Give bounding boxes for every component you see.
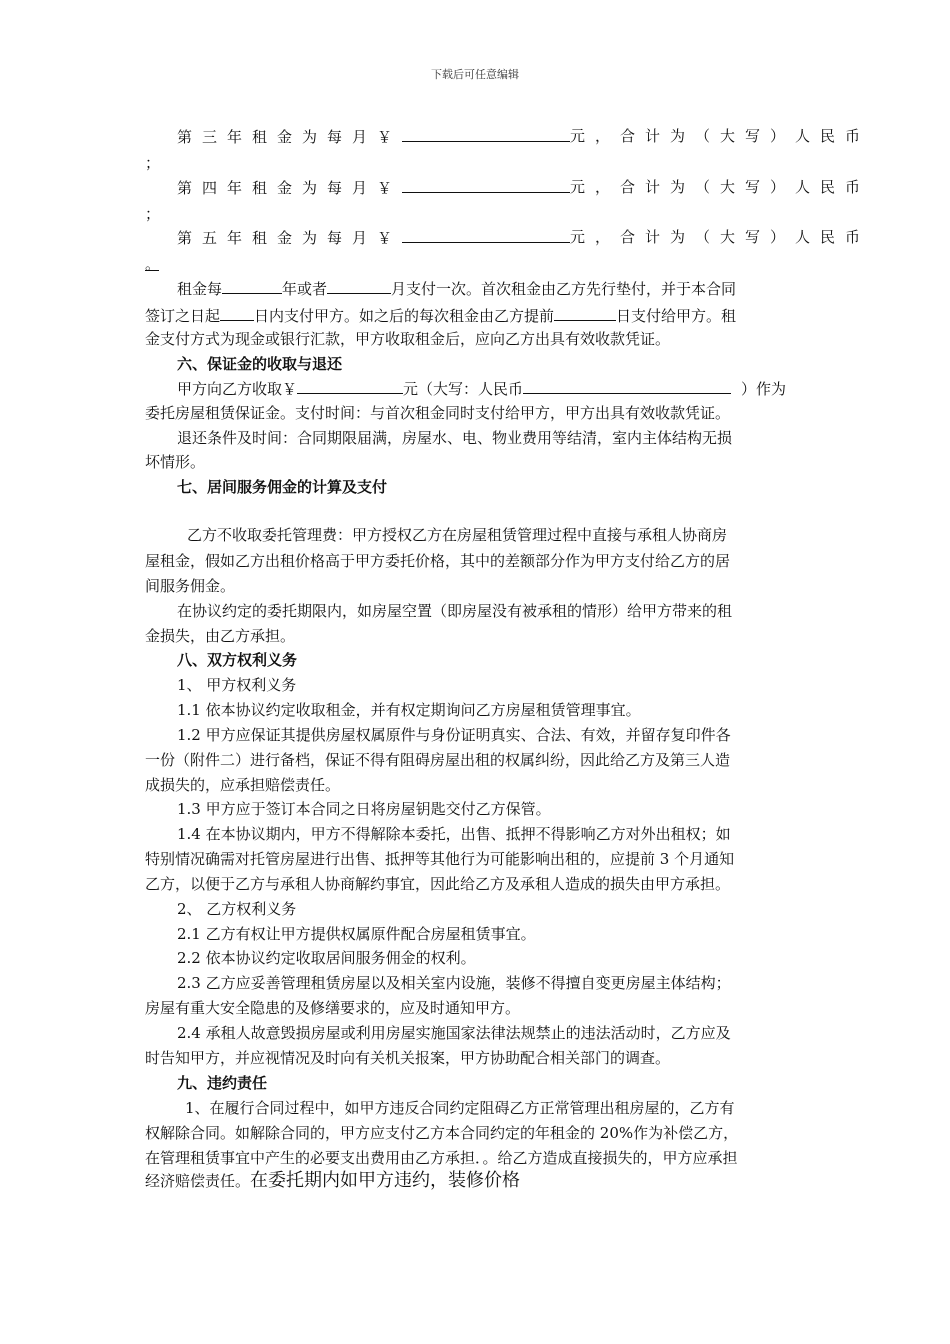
blank[interactable] — [222, 278, 282, 294]
commission-line-5: 金损失，由乙方承担。 — [145, 627, 296, 645]
semicolon: ； — [145, 154, 161, 172]
clause-2-4-line-1: 2.4 承租人故意毁损房屋或利用房屋实施国家法律法规禁止的违法活动时，乙方应及 — [177, 1024, 731, 1042]
section-8-heading: 八、双方权利义务 — [177, 651, 298, 669]
commission-line-2: 屋租金，假如乙方出租价格高于甲方委托价格，其中的差额部分作为甲方支付给乙方的居 — [145, 552, 731, 570]
section-7-heading: 七、居间服务佣金的计算及支付 — [177, 478, 388, 496]
payment-line-3: 金支付方式为现金或银行汇款，甲方收取租金后，应向乙方出具有效收款凭证。 — [145, 330, 671, 348]
payment-line-1: 租金每 年或者 月支付一次。首次租金由乙方先行垫付，并于本合同 — [177, 280, 737, 298]
blank[interactable] — [402, 227, 570, 243]
deposit-line-2: 委托房屋租赁保证金。支付时间：与首次租金同时支付给甲方，甲方出具有效收款凭证。 — [145, 404, 731, 422]
blank[interactable] — [297, 378, 403, 394]
clause-1-2-line-2: 一份（附件二）进行备档，保证不得有阻碍房屋出租的权属纠纷，因此给乙方及第三人造 — [145, 751, 731, 769]
rent-year-3: 第三年租金为每月￥ 元，合计为（大写）人民币 — [177, 127, 871, 146]
clause-1-4-line-3: 乙方，以便于乙方与承租人协商解约事宜，因此给乙方及承租人造成的损失由甲方承担。 — [145, 875, 731, 893]
rent-year-5: 第五年租金为每月￥ 元，合计为（大写）人民币 — [177, 228, 871, 247]
clause-1-4-line-1: 1.4 在本协议期内，甲方不得解除本委托，出售、抵押不得影响乙方对外出租权；如 — [177, 825, 731, 843]
breach-line-2: 权解除合同。如解除合同的，甲方应支付乙方本合同约定的年租金的 20%作为补偿乙方， — [145, 1124, 739, 1142]
semicolon: ； — [145, 205, 161, 223]
clause-1-1: 1.1 依本协议约定收取租金，并有权定期询问乙方房屋租赁管理事宜。 — [177, 701, 641, 719]
breach-line-3: 在管理租赁事宜中产生的必要支出费用由乙方承担．。给乙方造成直接损失的，甲方应承担 — [145, 1149, 738, 1167]
blank[interactable] — [327, 278, 391, 294]
clause-1-2-line-3: 成损失的，应承担赔偿责任。 — [145, 776, 341, 794]
clause-2-4-line-2: 时告知甲方，并应视情况及时向有关机关报案，甲方协助配合相关部门的调查。 — [145, 1049, 671, 1067]
party-a-heading: 1、 甲方权利义务 — [177, 676, 297, 694]
clause-2-3-line-1: 2.3 乙方应妥善管理租赁房屋以及相关室内设施，装修不得擅自变更房屋主体结构； — [177, 974, 731, 992]
period: 。 — [145, 255, 161, 273]
deposit-line-3: 退还条件及时间：合同期限届满，房屋水、电、物业费用等结清，室内主体结构无损 — [177, 429, 733, 447]
section-9-heading: 九、违约责任 — [177, 1074, 268, 1092]
section-6-heading: 六、保证金的收取与退还 — [177, 355, 343, 373]
party-b-heading: 2、 乙方权利义务 — [177, 900, 297, 918]
page-header: 下载后可任意编辑 — [431, 68, 519, 81]
deposit-line-4: 坏情形。 — [145, 453, 206, 471]
clause-2-3-line-2: 房屋有重大安全隐患的及修缮要求的，应及时通知甲方。 — [145, 999, 521, 1017]
payment-line-2: 签订之日起 日内支付甲方。如之后的每次租金由乙方提前 日支付给甲方。租 — [145, 307, 737, 325]
commission-line-4: 在协议约定的委托期限内，如房屋空置（即房屋没有被承租的情形）给甲方带来的租 — [177, 602, 733, 620]
clause-2-1: 2.1 乙方有权让甲方提供权属原件配合房屋租赁事宜。 — [177, 925, 536, 943]
rent-year-4: 第四年租金为每月￥ 元，合计为（大写）人民币 — [177, 178, 871, 197]
clause-1-2-line-1: 1.2 甲方应保证其提供房屋权属原件与身份证明真实、合法、有效，并留存复印件各 — [177, 726, 731, 744]
blank[interactable] — [554, 305, 616, 321]
breach-line-1: 1、在履行合同过程中，如甲方违反合同约定阻碍乙方正常管理出租房屋的，乙方有 — [185, 1099, 735, 1117]
clause-2-2: 2.2 依本协议约定收取居间服务佣金的权利。 — [177, 949, 476, 967]
blank[interactable] — [402, 177, 570, 193]
commission-line-3: 间服务佣金。 — [145, 577, 236, 595]
blank[interactable] — [523, 378, 731, 394]
deposit-line-1: 甲方向乙方收取￥ 元（大写：人民币 ）作为 — [177, 380, 787, 398]
breach-line-4: 经济赔偿责任。在委托期内如甲方违约，装修价格 — [145, 1170, 521, 1191]
blank[interactable] — [402, 126, 570, 142]
blank[interactable] — [220, 305, 254, 321]
clause-1-4-line-2: 特别情况确需对托管房屋进行出售、抵押等其他行为可能影响出租的，应提前 3 个月通知 — [145, 850, 735, 868]
commission-line-1: 乙方不收取委托管理费：甲方授权乙方在房屋租赁管理过程中直接与承租人协商房 — [187, 526, 728, 544]
clause-1-3: 1.3 甲方应于签订本合同之日将房屋钥匙交付乙方保管。 — [177, 800, 551, 818]
